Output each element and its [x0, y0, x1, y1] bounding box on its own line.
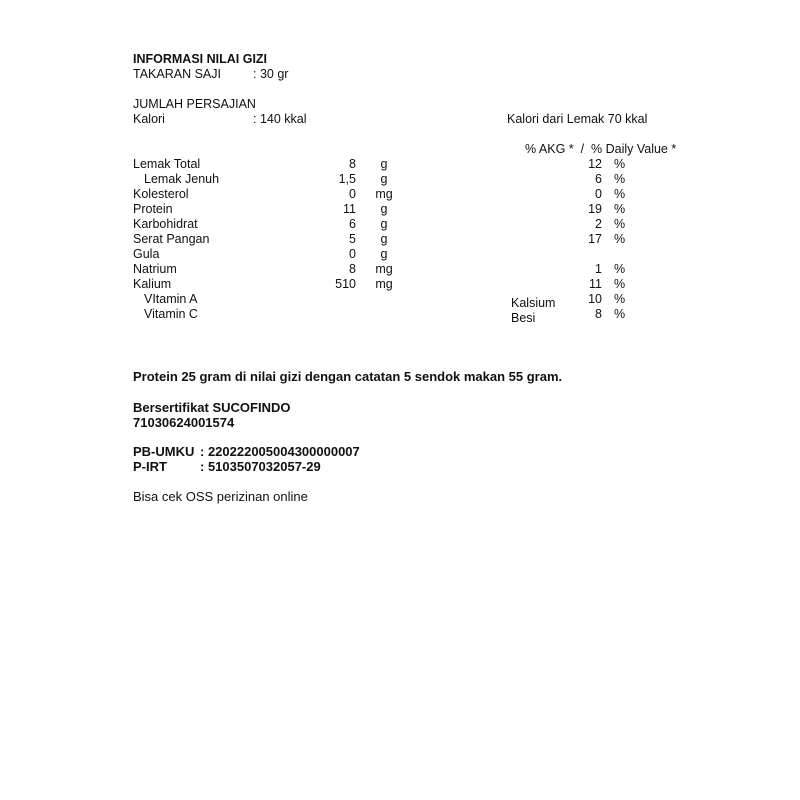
vitamin-akg: 10 [588, 292, 602, 306]
nutrient-unit: mg [375, 187, 393, 201]
nutrient-name: Lemak Total [133, 157, 201, 171]
nutrient-name: Lemak Jenuh [144, 172, 220, 186]
vitamin-akg: 8 [595, 307, 602, 321]
percent-sign: % [614, 307, 626, 321]
nutrient-row [0, 202, 800, 217]
nutrient-row [0, 187, 800, 202]
nutrient-akg: 17 [588, 232, 602, 246]
percent-sign: % [614, 232, 626, 246]
vitamin-row [0, 292, 800, 310]
nutrient-akg: 6 [595, 172, 602, 186]
pb-umku-value: : 220222005004300000007 [200, 444, 360, 459]
fat-calories: Kalori dari Lemak 70 kkal [507, 112, 648, 126]
nutrient-unit: g [380, 232, 388, 246]
nutrient-akg: 0 [595, 187, 602, 201]
nutrient-name: Protein [133, 202, 173, 216]
nutrient-name: Serat Pangan [133, 232, 210, 246]
akg-header: % AKG * / % Daily Value * [525, 142, 677, 156]
nutrient-amount: 0 [349, 247, 356, 261]
nutrient-unit: g [380, 157, 388, 171]
nutrient-unit: mg [375, 262, 393, 276]
nutrient-name: Gula [133, 247, 160, 261]
nutrient-name: Kolesterol [133, 187, 189, 201]
pb-umku-label: PB-UMKU [133, 444, 195, 459]
nutrient-amount: 0 [349, 187, 356, 201]
nutrient-akg: 11 [589, 277, 602, 291]
nutrient-unit: g [380, 172, 388, 186]
mineral-name: Besi [511, 311, 536, 325]
percent-sign: % [614, 262, 626, 276]
nutrient-name: Natrium [133, 262, 177, 276]
pirt-label: P-IRT [133, 459, 167, 474]
nutrient-akg: 2 [595, 217, 602, 231]
percent-sign: % [614, 217, 626, 231]
nutrient-unit: mg [375, 277, 393, 291]
oss-note: Bisa cek OSS perizinan online [133, 489, 308, 504]
nutrient-row [0, 172, 800, 187]
percent-sign: % [614, 277, 626, 291]
pirt-value: : 5103507032057-29 [200, 459, 321, 474]
calories-value: : 140 kkal [253, 112, 307, 126]
nutrient-name: Kalium [133, 277, 172, 291]
nutrient-row [0, 262, 800, 277]
protein-note: Protein 25 gram di nilai gizi dengan catatan 5 sendok makan 55 gram. [133, 369, 563, 384]
percent-sign: % [614, 187, 626, 201]
calories-label: Kalori [133, 112, 165, 126]
nutrient-row [0, 232, 800, 247]
servings-per-pack-label: JUMLAH PERSAJIAN [133, 97, 256, 111]
nutrient-amount: 8 [349, 157, 356, 171]
nutrient-akg: 12 [588, 157, 602, 171]
nutrient-akg: 19 [588, 202, 602, 216]
serving-size-value: : 30 gr [253, 67, 289, 81]
serving-size-label: TAKARAN SAJI [133, 67, 221, 81]
certification-number: 71030624001574 [133, 415, 235, 430]
nutrient-unit: g [380, 247, 388, 261]
percent-sign: % [614, 157, 626, 171]
percent-sign: % [614, 202, 626, 216]
vitamin-name: VItamin A [144, 292, 198, 306]
nutrient-amount: 8 [349, 262, 356, 276]
nutrient-name: Karbohidrat [133, 217, 198, 231]
vitamin-row [0, 307, 800, 325]
nutrient-row [0, 157, 800, 172]
nutrient-row [0, 277, 800, 292]
nutrient-unit: g [380, 217, 388, 231]
nutrient-amount: 6 [349, 217, 356, 231]
mineral-name: Kalsium [511, 296, 556, 310]
vitamin-name: Vitamin C [144, 307, 198, 321]
nutrient-row [0, 247, 800, 262]
nutrient-amount: 510 [335, 277, 356, 291]
nutrient-unit: g [380, 202, 388, 216]
percent-sign: % [614, 172, 626, 186]
label-title: INFORMASI NILAI GIZI [133, 52, 268, 66]
certification-label: Bersertifikat SUCOFINDO [133, 400, 291, 415]
percent-sign: % [614, 292, 626, 306]
nutrient-amount: 1,5 [338, 172, 356, 186]
nutrient-amount: 5 [349, 232, 356, 246]
nutrient-akg: 1 [595, 262, 602, 276]
nutrient-row [0, 217, 800, 232]
nutrient-amount: 11 [343, 202, 356, 216]
